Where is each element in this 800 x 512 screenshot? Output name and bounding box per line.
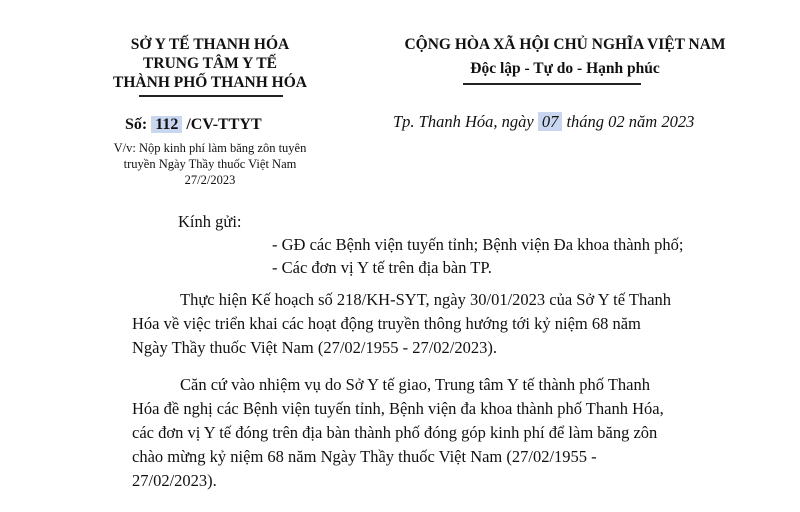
paragraph-2-line: 27/02/2023). (132, 471, 217, 490)
recipient-item: - Các đơn vị Y tế trên địa bàn TP. (272, 258, 492, 277)
subject-line-1: V/v: Nộp kinh phí làm băng zôn tuyên (113, 141, 307, 155)
number-label: Số: (125, 116, 148, 133)
document-number (125, 116, 262, 134)
paragraph-2-line: Hóa đề nghị các Bệnh viện tuyến tỉnh, Bệnh viện đa khoa thành phố Thanh Hóa, (132, 399, 664, 418)
recipient-item: - GĐ các Bệnh viện tuyến tỉnh; Bệnh viện Đa khoa thành phố; (272, 235, 684, 254)
department-name: SỞ Y TẾ THANH HÓA (130, 36, 290, 53)
motto-underline (463, 83, 641, 85)
number-suffix: /CV-TTYT (186, 116, 262, 133)
date-suffix: tháng 02 năm 2023 (566, 112, 695, 131)
paragraph-1-line: Thực hiện Kế hoạch số 218/KH-SYT, ngày 30/01/2023 của Sở Y tế Thanh (180, 290, 672, 309)
number-value: 112 (151, 116, 182, 133)
header-left-underline (139, 95, 283, 97)
date-day: 07 (538, 112, 563, 131)
recipients-label: Kính gửi: (178, 212, 242, 231)
paragraph-2-line: chào mừng kỷ niệm 68 năm Ngày Thầy thuốc Việt Nam (27/02/1955 - (132, 447, 597, 466)
national-title: CỘNG HÒA XÃ HỘI CHỦ NGHĨA VIỆT NAM (404, 36, 726, 53)
paragraph-2-line: Căn cứ vào nhiệm vụ do Sở Y tế giao, Trung tâm Y tế thành phố Thanh (180, 375, 650, 394)
paragraph-1-line: Hóa về việc triển khai các hoạt động truyền thông hướng tới kỷ niệm 68 năm (132, 314, 641, 333)
paragraph-1-line: Ngày Thầy thuốc Việt Nam (27/02/1955 - 27/02/2023). (132, 338, 498, 357)
national-motto: Độc lập - Tự do - Hạnh phúc (470, 60, 660, 77)
document-date (393, 112, 694, 132)
agency-name-line1: TRUNG TÂM Y TẾ (143, 55, 277, 72)
agency-name-line2: THÀNH PHỐ THANH HÓA (113, 74, 307, 91)
subject-line-2: truyền Ngày Thầy thuốc Việt Nam (123, 157, 297, 171)
subject-line-3: 27/2/2023 (184, 173, 236, 187)
paragraph-2-line: các đơn vị Y tế đóng trên địa bàn thành phố đóng góp kinh phí để làm băng zôn (132, 423, 658, 442)
date-prefix: Tp. Thanh Hóa, ngày (393, 112, 534, 131)
